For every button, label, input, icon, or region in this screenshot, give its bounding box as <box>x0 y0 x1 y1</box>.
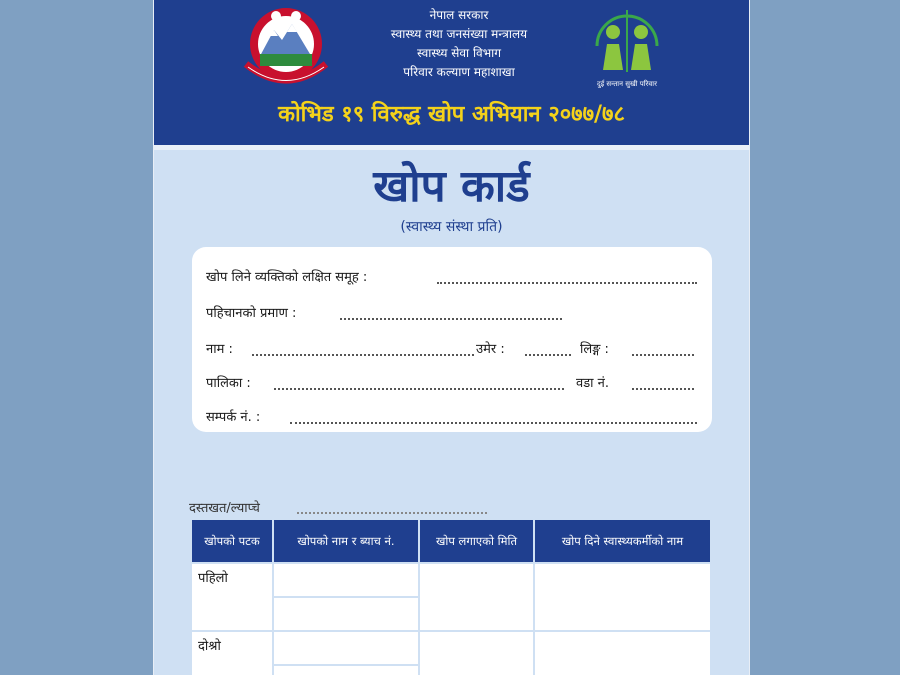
age-field[interactable] <box>525 354 571 356</box>
gov-line: स्वास्थ्य तथा जनसंख्या मन्त्रालय <box>390 27 528 41</box>
personal-info-box <box>192 247 712 432</box>
header-vaccine-name-batch: खोपको नाम र ब्याच नं. <box>273 519 419 563</box>
gender-field[interactable] <box>632 354 694 356</box>
dose-cell: दोश्रो <box>191 631 273 675</box>
header-divider <box>154 145 749 150</box>
vaccination-table <box>190 518 712 675</box>
gov-line: नेपाल सरकार <box>429 8 489 22</box>
id-proof-label: पहिचानको प्रमाण : <box>206 306 297 321</box>
family-planning-logo-icon <box>589 6 665 76</box>
contact-field[interactable] <box>290 422 697 424</box>
nepal-emblem-icon <box>236 4 336 86</box>
vaccine-name-cell[interactable] <box>273 631 419 665</box>
card-title: खोप कार्ड <box>373 161 530 212</box>
card-header <box>154 0 749 145</box>
target-group-field[interactable] <box>437 282 697 284</box>
logo-caption: दुई सन्तान सुखी परिवार <box>597 80 657 88</box>
municipality-label: पालिका : <box>206 376 251 391</box>
ward-label: वडा नं. <box>576 376 610 391</box>
header-vaccination-date: खोप लगाएको मिति <box>419 519 534 563</box>
header-dose: खोपको पटक <box>191 519 273 563</box>
card-subtitle: (स्वास्थ्य संस्था प्रति) <box>400 219 503 235</box>
target-group-label: खोप लिने व्यक्तिको लक्षित समूह : <box>206 270 368 285</box>
name-field[interactable] <box>252 354 474 356</box>
contact-label: सम्पर्क नं. : <box>206 410 261 425</box>
table-header-row <box>191 519 711 563</box>
signature-field[interactable] <box>297 512 487 514</box>
ward-field[interactable] <box>632 388 694 390</box>
gender-label: लिङ्ग : <box>580 342 609 357</box>
health-worker-cell[interactable] <box>534 631 711 675</box>
family-logo <box>589 6 665 86</box>
gov-line: परिवार कल्याण महाशाखा <box>403 65 515 79</box>
name-label: नाम : <box>206 342 233 357</box>
vaccine-card <box>153 0 750 675</box>
date-cell[interactable] <box>419 563 534 631</box>
date-cell[interactable] <box>419 631 534 675</box>
vaccine-name-cell[interactable] <box>273 563 419 597</box>
health-worker-cell[interactable] <box>534 563 711 631</box>
government-heading <box>344 6 574 82</box>
table-row <box>191 631 711 665</box>
signature-label: दस्तखत/ल्याप्चे <box>189 501 260 516</box>
id-proof-field[interactable] <box>340 318 562 320</box>
gov-line: स्वास्थ्य सेवा विभाग <box>416 46 502 60</box>
batch-number-cell[interactable] <box>273 597 419 631</box>
table-row <box>191 563 711 597</box>
header-health-worker: खोप दिने स्वास्थ्यकर्मीको नाम <box>534 519 711 563</box>
municipality-field[interactable] <box>274 388 564 390</box>
dose-cell: पहिलो <box>191 563 273 631</box>
age-label: उमेर : <box>476 342 505 357</box>
batch-number-cell[interactable] <box>273 665 419 675</box>
campaign-title: कोभिड १९ विरुद्ध खोप अभियान २०७७/७८ <box>278 102 625 127</box>
